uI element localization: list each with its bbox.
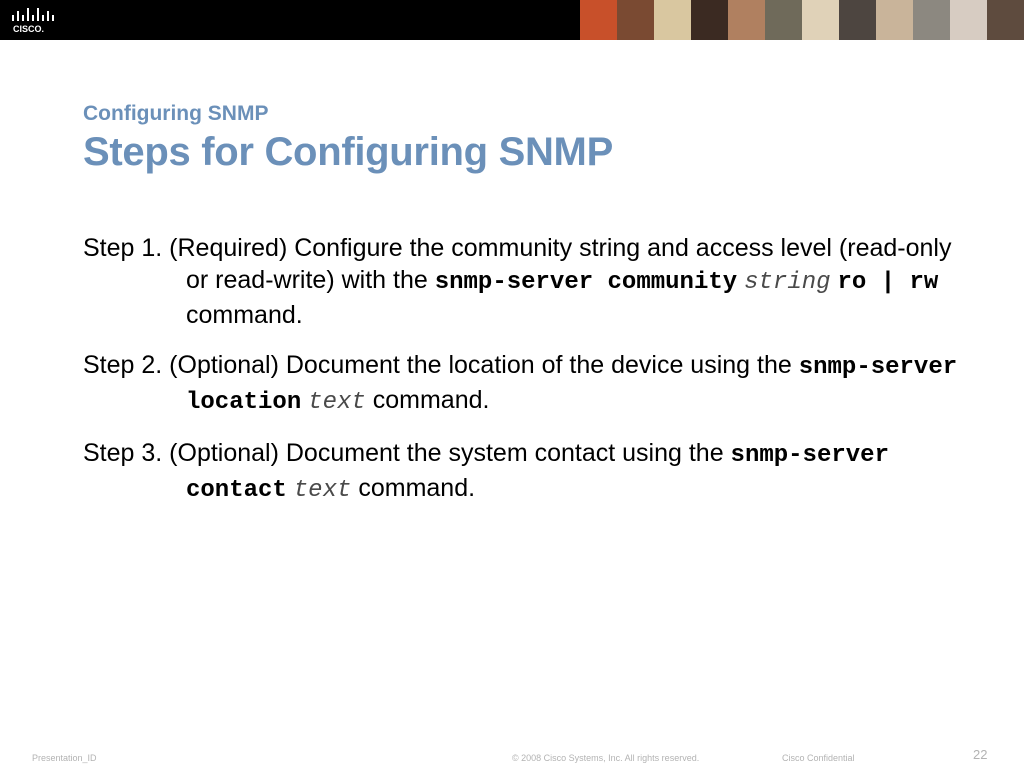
photo-tile: [654, 0, 691, 40]
steps-list: [83, 232, 963, 525]
command-argument: text: [293, 477, 352, 504]
step-1: [83, 232, 963, 331]
photo-tile: [839, 0, 876, 40]
command-keyword: snmp-server contact: [186, 442, 889, 504]
footer-copyright: © 2008 Cisco Systems, Inc. All rights reserved.: [512, 753, 700, 763]
photo-tile: [802, 0, 839, 40]
photo-strip: [580, 0, 1024, 40]
step-text: command.: [358, 474, 476, 502]
step-text: Step 3. (Optional) Document the system contact using the: [83, 439, 731, 467]
cisco-logo-text: CISCO.: [13, 24, 45, 34]
photo-tile: [950, 0, 987, 40]
step-text: command.: [186, 301, 303, 329]
command-argument: string: [744, 269, 831, 296]
command-keyword: snmp-server community: [434, 269, 738, 296]
step-text: Step 1. (Required) Configure the community string and access level (read-only or read-write) with the: [83, 234, 952, 294]
photo-tile: [617, 0, 654, 40]
photo-tile: [876, 0, 913, 40]
footer-presentation-id: Presentation_ID: [32, 753, 97, 763]
slide-title: Steps for Configuring SNMP: [83, 130, 613, 174]
header-bar: [0, 0, 1024, 40]
footer-confidential: Cisco Confidential: [782, 753, 855, 763]
command-argument: text: [308, 389, 366, 416]
photo-tile: [580, 0, 617, 40]
slide-subtitle: Configuring SNMP: [83, 102, 269, 125]
page-number: 22: [973, 747, 988, 762]
photo-tile: [987, 0, 1024, 40]
photo-tile: [765, 0, 802, 40]
photo-tile: [913, 0, 950, 40]
cisco-logo-icon: [10, 5, 62, 35]
step-2: [83, 349, 963, 419]
step-text: command.: [372, 386, 490, 414]
command-keyword: ro | rw: [837, 269, 939, 296]
step-3: [83, 437, 963, 507]
photo-tile: [728, 0, 765, 40]
step-text: Step 2. (Optional) Document the location of the device using the: [83, 351, 799, 379]
command-keyword: snmp-server location: [186, 354, 958, 416]
photo-tile: [691, 0, 728, 40]
